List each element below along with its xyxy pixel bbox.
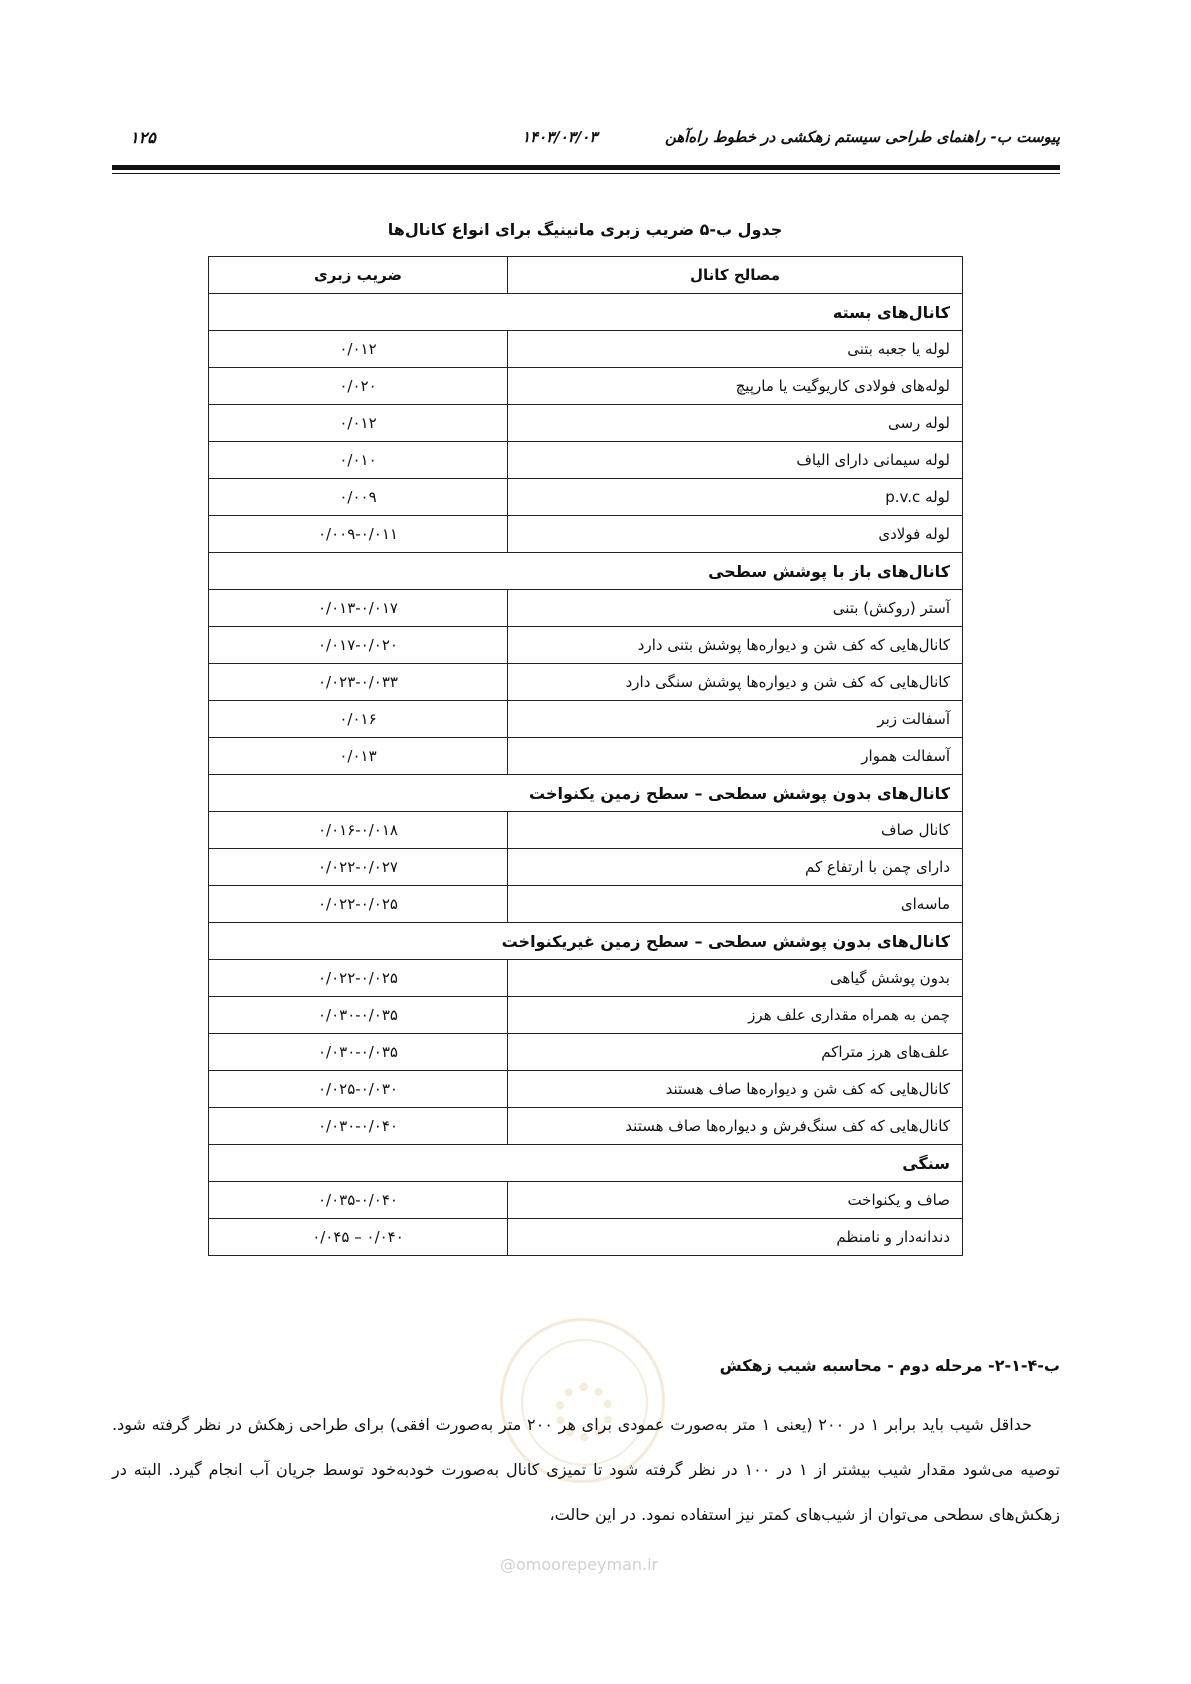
material-cell: ماسه‌ای bbox=[508, 886, 963, 923]
material-cell: آستر (روکش) بتنی bbox=[508, 590, 963, 627]
watermark-at-icon: @ bbox=[500, 1555, 516, 1574]
watermark-url-text: omoorepeyman.ir bbox=[516, 1555, 659, 1574]
table-row bbox=[209, 368, 963, 405]
coefficient-cell: ۰/۰۱۳-۰/۰۱۷ bbox=[209, 590, 508, 627]
header-date: ۱۴۰۳/۰۳/۰۳ bbox=[522, 128, 598, 146]
table-section-row bbox=[209, 923, 963, 960]
material-cell: صاف و یکنواخت bbox=[508, 1182, 963, 1219]
material-cell: علف‌های هرز متراکم bbox=[508, 1034, 963, 1071]
material-cell: آسفالت هموار bbox=[508, 738, 963, 775]
coefficient-cell: ۰/۰۱۲ bbox=[209, 405, 508, 442]
watermark-url bbox=[500, 1555, 658, 1574]
material-cell: کانال‌هایی که کف شن و دیواره‌ها پوشش بتنی دارد bbox=[508, 627, 963, 664]
material-cell: لوله رسی bbox=[508, 405, 963, 442]
table-row bbox=[209, 738, 963, 775]
section-title: کانال‌های بدون پوشش سطحی – سطح زمین غیریکنواخت bbox=[209, 923, 963, 960]
body-paragraph: حداقل شیب باید برابر ۱ در ۲۰۰ (یعنی ۱ متر به‌صورت عمودی برای هر ۲۰۰ متر به‌صورت افقی) برای طراحی زهکش در نظر گرفته شود. توصیه می‌شود مقدار شیب بیشتر از ۱ در ۱۰۰ در نظر گرفته شود تا تمیزی کانال به‌صورت خودبه‌خود توسط جریان آب انجام گیرد. البته در زهکش‌های سطحی می‌توان از شیب‌های کمتر نیز استفاده نمود. در این حالت، bbox=[112, 1415, 1060, 1524]
coefficient-cell: ۰/۰۴۰ – ۰/۰۴۵ bbox=[209, 1219, 508, 1256]
header-rule-thin bbox=[112, 173, 1060, 174]
material-cell: کانال‌هایی که کف سنگ‌فرش و دیواره‌ها صاف هستند bbox=[508, 1108, 963, 1145]
table-row bbox=[209, 1034, 963, 1071]
section-heading: ب-۴-۱-۲- مرحله دوم - محاسبه شیب زهکش bbox=[719, 1356, 1060, 1375]
table-header-row bbox=[209, 257, 963, 294]
table-row bbox=[209, 331, 963, 368]
table-section-row bbox=[209, 294, 963, 331]
material-cell: لوله p.v.c bbox=[508, 479, 963, 516]
table-caption: جدول ب-۵ ضریب زبری مانینیگ برای انواع کانال‌ها bbox=[387, 220, 783, 239]
table-row bbox=[209, 1071, 963, 1108]
coefficient-cell: ۰/۰۱۶ bbox=[209, 701, 508, 738]
table-row bbox=[209, 1182, 963, 1219]
table-row bbox=[209, 442, 963, 479]
page-number: ۱۲۵ bbox=[130, 128, 156, 147]
material-cell: لوله فولادی bbox=[508, 516, 963, 553]
coefficient-cell: ۰/۰۱۷-۰/۰۲۰ bbox=[209, 627, 508, 664]
material-cell: لوله یا جعبه بتنی bbox=[508, 331, 963, 368]
material-cell: کانال‌هایی که کف شن و دیواره‌ها صاف هستند bbox=[508, 1071, 963, 1108]
coefficient-cell: ۰/۰۲۲-۰/۰۲۵ bbox=[209, 960, 508, 997]
coefficient-cell: ۰/۰۲۲-۰/۰۲۷ bbox=[209, 849, 508, 886]
material-cell: دارای چمن با ارتفاع کم bbox=[508, 849, 963, 886]
material-cell: آسفالت زبر bbox=[508, 701, 963, 738]
table-row bbox=[209, 849, 963, 886]
table-section-row bbox=[209, 553, 963, 590]
table-row bbox=[209, 886, 963, 923]
coefficient-cell: ۰/۰۳۵-۰/۰۴۰ bbox=[209, 1182, 508, 1219]
material-cell: لوله‌های فولادی کاریوگیت یا مارپیچ bbox=[508, 368, 963, 405]
body-text bbox=[112, 1402, 1060, 1537]
coefficient-cell: ۰/۰۰۹ bbox=[209, 479, 508, 516]
table-row bbox=[209, 1219, 963, 1256]
section-title: کانال‌های بدون پوشش سطحی – سطح زمین یکنواخت bbox=[209, 775, 963, 812]
page-header bbox=[112, 128, 1060, 156]
material-cell: کانال‌هایی که کف شن و دیواره‌ها پوشش سنگی دارد bbox=[508, 664, 963, 701]
table-row bbox=[209, 405, 963, 442]
coefficient-cell: ۰/۰۳۰-۰/۰۴۰ bbox=[209, 1108, 508, 1145]
table-body bbox=[209, 294, 963, 1256]
coefficient-cell: ۰/۰۲۵-۰/۰۳۰ bbox=[209, 1071, 508, 1108]
table-row bbox=[209, 701, 963, 738]
material-cell: دندانه‌دار و نامنظم bbox=[508, 1219, 963, 1256]
section-title: کانال‌های بسته bbox=[209, 294, 963, 331]
section-title: کانال‌های باز با پوشش سطحی bbox=[209, 553, 963, 590]
coefficient-cell: ۰/۰۳۰-۰/۰۳۵ bbox=[209, 997, 508, 1034]
material-cell: لوله سیمانی دارای الیاف bbox=[508, 442, 963, 479]
table-row bbox=[209, 590, 963, 627]
coefficient-cell: ۰/۰۳۰-۰/۰۳۵ bbox=[209, 1034, 508, 1071]
material-cell: کانال صاف bbox=[508, 812, 963, 849]
coefficient-cell: ۰/۰۱۰ bbox=[209, 442, 508, 479]
coefficient-cell: ۰/۰۱۲ bbox=[209, 331, 508, 368]
table-row bbox=[209, 479, 963, 516]
table-row bbox=[209, 516, 963, 553]
coefficient-cell: ۰/۰۱۶-۰/۰۱۸ bbox=[209, 812, 508, 849]
coefficient-cell: ۰/۰۲۳-۰/۰۳۳ bbox=[209, 664, 508, 701]
table-row bbox=[209, 960, 963, 997]
table-section-row bbox=[209, 1145, 963, 1182]
column-header-material: مصالح کانال bbox=[508, 257, 963, 294]
table-row bbox=[209, 664, 963, 701]
section-title: سنگی bbox=[209, 1145, 963, 1182]
coefficient-cell: ۰/۰۱۳ bbox=[209, 738, 508, 775]
table-row bbox=[209, 997, 963, 1034]
manning-roughness-table bbox=[208, 256, 963, 1256]
header-rule-thick bbox=[112, 165, 1060, 170]
table-row bbox=[209, 627, 963, 664]
material-cell: بدون پوشش گیاهی bbox=[508, 960, 963, 997]
coefficient-cell: ۰/۰۲۲-۰/۰۲۵ bbox=[209, 886, 508, 923]
table-row bbox=[209, 812, 963, 849]
material-cell: چمن به همراه مقداری علف هرز bbox=[508, 997, 963, 1034]
column-header-coefficient: ضریب زبری bbox=[209, 257, 508, 294]
table-row bbox=[209, 1108, 963, 1145]
header-title: پیوست ب- راهنمای طراحی سیستم زهکشی در خطوط راه‌آهن bbox=[664, 128, 1060, 146]
table-section-row bbox=[209, 775, 963, 812]
coefficient-cell: ۰/۰۲۰ bbox=[209, 368, 508, 405]
coefficient-cell: ۰/۰۰۹-۰/۰۱۱ bbox=[209, 516, 508, 553]
